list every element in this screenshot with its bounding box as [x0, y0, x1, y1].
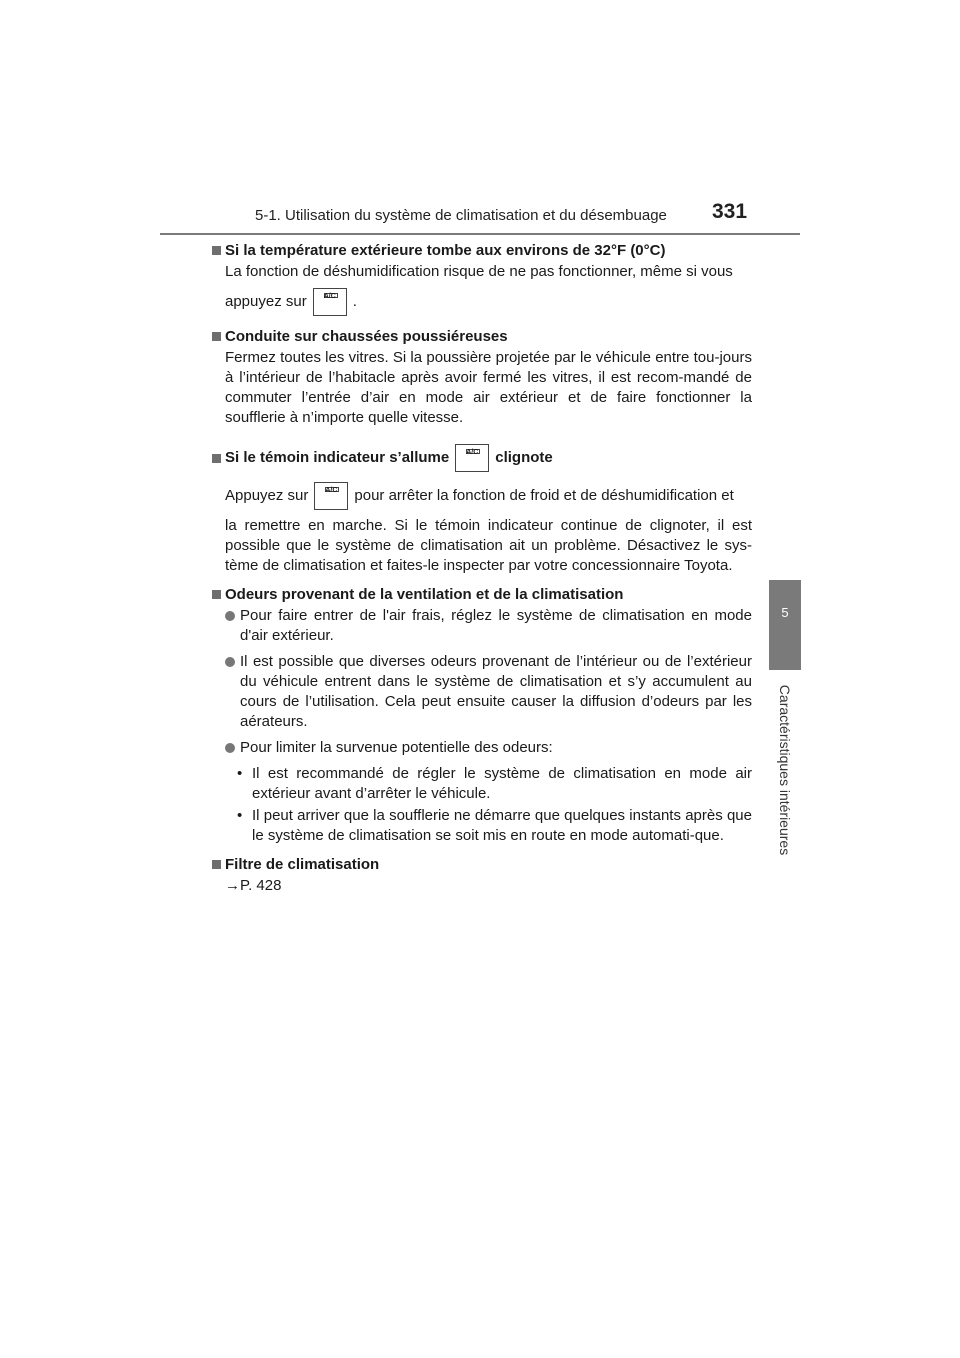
section-filter — [212, 854, 752, 896]
circle-bullet-icon — [225, 743, 235, 753]
page-header-title: 5-1. Utilisation du système de climatisation et du désembuage — [255, 207, 667, 224]
square-bullet-icon — [212, 246, 221, 255]
section-title: Odeurs provenant de la ventilation et de la climatisation — [212, 584, 752, 606]
sub-list-item: • Il peut arriver que la soufflerie ne démarre que quelques instants après que le système de climatisation se soit mis en route en mode automati-que. — [237, 807, 752, 844]
section-body — [225, 606, 752, 846]
section-odors — [212, 584, 752, 846]
square-bullet-icon — [212, 860, 221, 869]
section-title: Si la température extérieure tombe aux environs de 32°F (0°C) — [212, 240, 752, 262]
page-reference-link[interactable]: →P. 428 — [225, 877, 282, 894]
header-rule — [160, 233, 800, 235]
section-title: Si le témoin indicateur s’allume A/C clignote — [212, 442, 752, 474]
sub-list-item: • Il est recommandé de régler le système de climatisation en mode air extérieur avant d’arrêter le véhicule. — [237, 765, 752, 802]
section-dusty-roads — [212, 326, 752, 428]
section-indicator — [212, 442, 752, 576]
list-item: Il est possible que diverses odeurs provenant de l’intérieur ou de l’extérieur du véhicule entrent dans le système de climatisation et s’y accumulent au cours de l’utilisation. Cela peut ensuite causer la diffusion d’odeurs par les aérateurs. — [225, 652, 752, 732]
square-bullet-icon — [212, 454, 221, 463]
section-title: Conduite sur chaussées poussiéreuses — [212, 326, 752, 348]
chapter-label-text: Caractéristiques intérieures — [777, 684, 793, 856]
section-body: Appuyez sur A/C pour arrêter la fonction de froid et de déshumidification et la remettre en marche. Si le témoin indicateur continue de clignoter, il est possible que le système de climatisation ait un problème. Désactivez le sys-tème de climatisation et faites-le inspecter par votre concessionnaire Toyota. — [225, 480, 752, 576]
ac-button-icon: A/C — [455, 444, 489, 472]
section-body: Fermez toutes les vitres. Si la poussière projetée par le véhicule entre tou-jours à l’intérieur de l’habitacle après avoir fermé les vitres, il est recom-mandé de commuter l’entrée d’air en mode air extérieur et de faire fonctionner la soufflerie à n’importe quelle vitesse. — [225, 349, 752, 426]
square-bullet-icon — [212, 590, 221, 599]
chapter-label — [769, 680, 801, 860]
chapter-tab — [769, 580, 801, 670]
ac-button-icon: A/C — [313, 288, 347, 316]
circle-bullet-icon — [225, 657, 235, 667]
square-bullet-icon — [212, 332, 221, 341]
list-item: Pour limiter la survenue potentielle des odeurs: — [225, 738, 752, 758]
section-title: Filtre de climatisation — [212, 854, 752, 876]
section-temperature — [212, 240, 752, 318]
list-item: Pour faire entrer de l'air frais, réglez le système de climatisation en mode d'air extérieur. — [225, 606, 752, 646]
page-content — [212, 240, 752, 904]
circle-bullet-icon — [225, 611, 235, 621]
section-body: La fonction de déshumidification risque de ne pas fonctionner, même si vous appuyez sur A/C . — [225, 262, 752, 318]
page-number: 331 — [712, 200, 748, 223]
ac-button-icon: A/C — [314, 482, 348, 510]
chapter-number: 5 — [781, 605, 789, 620]
